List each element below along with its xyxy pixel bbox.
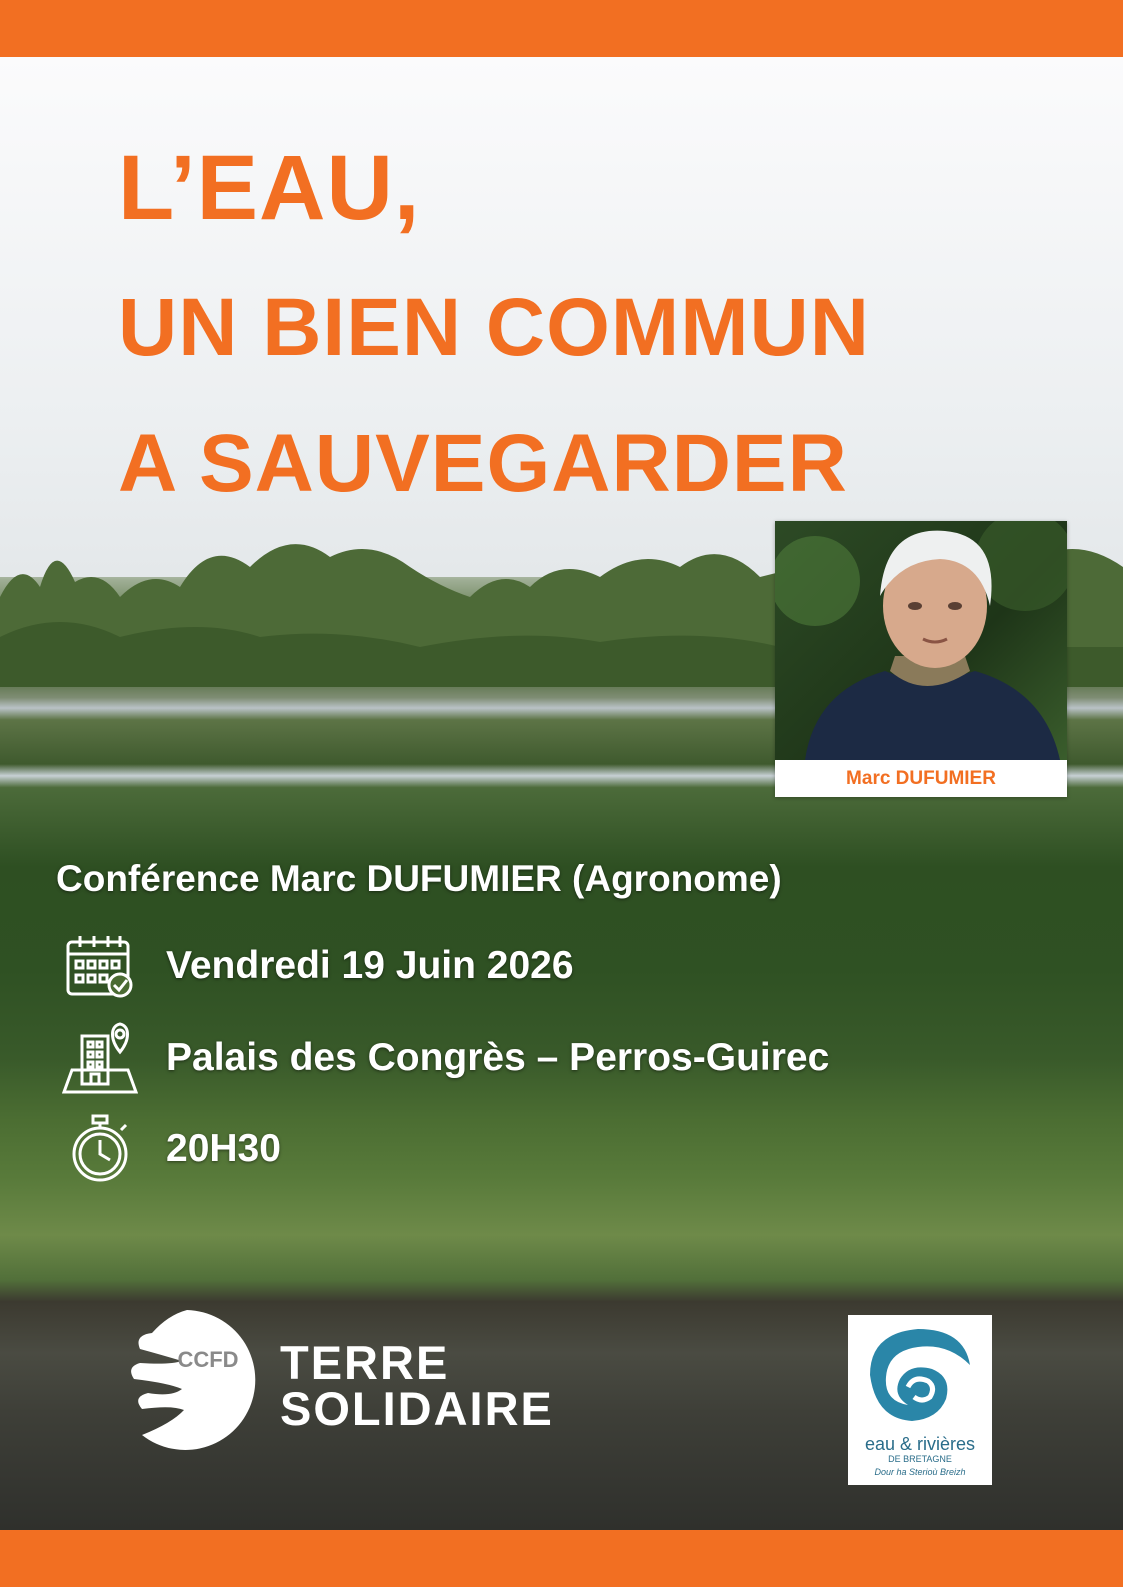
eau-rivieres-logo bbox=[848, 1315, 992, 1485]
speaker-name: Marc DUFUMIER bbox=[846, 768, 996, 789]
title-line-1: L’EAU, bbox=[118, 137, 421, 239]
title-line-2: UN BIEN COMMUN bbox=[118, 282, 870, 373]
ccfd-badge-text: CCFD bbox=[177, 1347, 239, 1372]
speaker-card bbox=[775, 521, 1067, 797]
building-location-icon bbox=[62, 1022, 138, 1094]
event-time: 20H30 bbox=[166, 1127, 281, 1170]
title-line-3: A SAUVEGARDER bbox=[118, 418, 848, 509]
eau-name: eau & rivières bbox=[864, 1434, 976, 1454]
wave-logo-icon bbox=[848, 1315, 992, 1435]
date-row bbox=[62, 930, 574, 1002]
ccfd-line-1: TERRE bbox=[280, 1336, 450, 1389]
poster-title bbox=[118, 120, 870, 532]
ccfd-terre-solidaire-logo bbox=[112, 1305, 592, 1455]
conference-line: Conférence Marc DUFUMIER (Agronome) bbox=[56, 858, 782, 899]
ccfd-line-2: SOLIDAIRE bbox=[280, 1382, 554, 1435]
speaker-portrait bbox=[775, 521, 1067, 760]
eau-subtitle: DE BRETAGNE bbox=[888, 1454, 952, 1464]
bottom-orange-band bbox=[0, 1530, 1123, 1587]
event-place: Palais des Congrès – Perros-Guirec bbox=[166, 1036, 830, 1079]
eau-tagline: Dour ha Sterioù Breizh bbox=[874, 1467, 966, 1477]
event-date: Vendredi 19 Juin 2026 bbox=[166, 944, 574, 987]
top-orange-band bbox=[0, 0, 1123, 57]
stopwatch-icon bbox=[62, 1113, 138, 1185]
speaker-photo-illustration bbox=[775, 521, 1067, 760]
ccfd-circle-logo bbox=[112, 1305, 262, 1455]
place-row bbox=[62, 1022, 829, 1094]
time-row bbox=[62, 1113, 281, 1185]
calendar-check-icon bbox=[62, 930, 138, 1002]
